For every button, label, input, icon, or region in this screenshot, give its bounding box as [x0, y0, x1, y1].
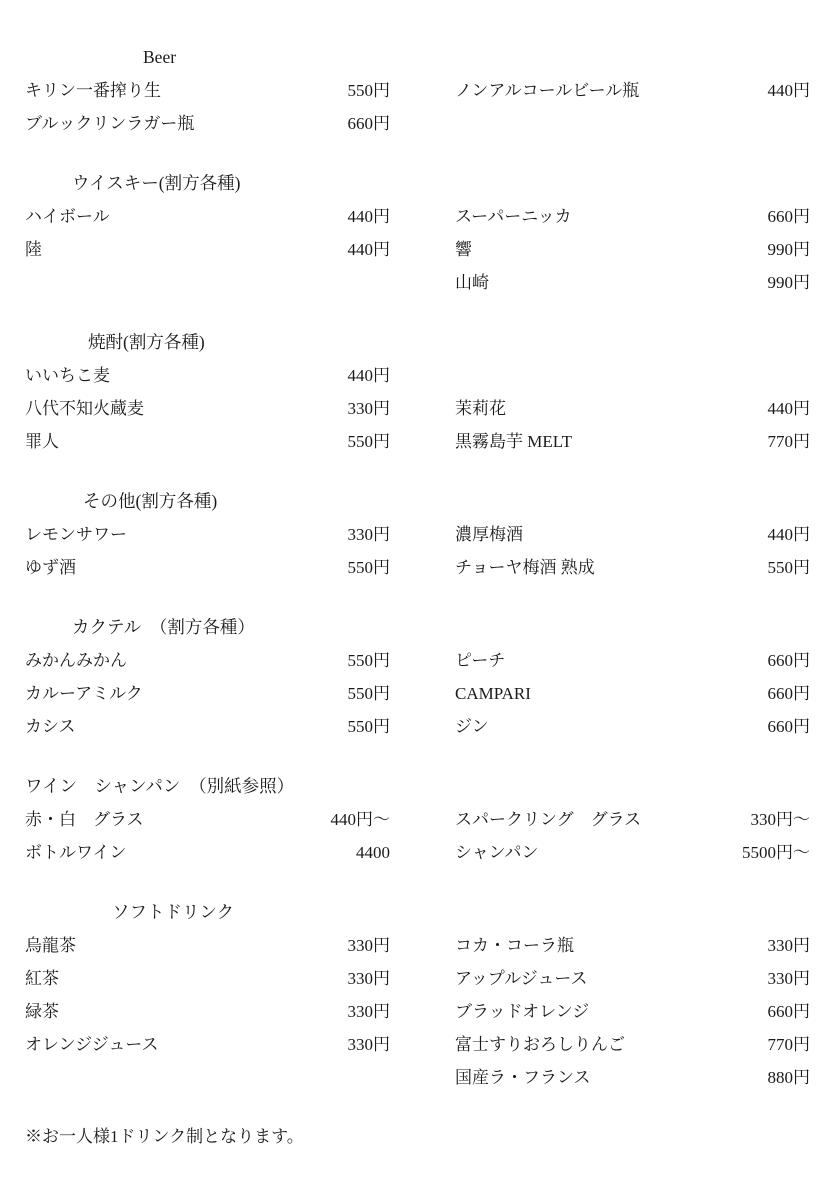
item-name: チョーヤ梅酒 熟成: [455, 558, 595, 577]
menu-row: [25, 1061, 810, 1094]
item-name: [455, 359, 670, 392]
menu-section-beer: [25, 41, 810, 140]
menu-section-wine: [25, 770, 810, 869]
menu-row: [25, 803, 810, 836]
menu-row: [25, 107, 810, 140]
column-gap: [390, 1028, 455, 1061]
item-price: 4400: [356, 843, 390, 862]
column-gap: [390, 644, 455, 677]
menu-row: [25, 233, 810, 266]
item-price: [670, 359, 810, 392]
menu-row: [25, 929, 810, 962]
menu-row: [25, 710, 810, 743]
item-price: 660円: [767, 207, 810, 226]
item-price: 550円: [347, 717, 390, 736]
item-name: 響: [455, 240, 472, 259]
item-name: オレンジジュース: [25, 1035, 159, 1054]
item-price: 770円: [767, 432, 810, 451]
item-price: 440円: [347, 240, 390, 259]
item-price: 330円: [347, 1035, 390, 1054]
column-gap: [390, 551, 455, 584]
menu-section-whisky: [25, 167, 810, 299]
item-name: スーパーニッカ: [455, 207, 572, 226]
item-price: 440円: [767, 81, 810, 100]
menu-row: [25, 836, 810, 869]
item-name: いいちこ麦: [25, 366, 110, 385]
column-gap: [390, 266, 455, 299]
item-name: アップルジュース: [455, 969, 588, 988]
item-price: 330円: [767, 936, 810, 955]
item-price: 880円: [767, 1068, 810, 1087]
item-name: 黒霧島芋 MELT: [455, 432, 572, 451]
item-name: 濃厚梅酒: [455, 525, 523, 544]
item-name: CAMPARI: [455, 684, 531, 703]
item-name: 陸: [25, 240, 42, 259]
item-price: 660円: [767, 684, 810, 703]
menu-row: [25, 359, 810, 392]
item-price: 550円: [347, 684, 390, 703]
item-price: 440円: [347, 366, 390, 385]
item-price: 440円: [767, 399, 810, 418]
menu-row: [25, 266, 810, 299]
menu-section-other: [25, 485, 810, 584]
menu-row: [25, 995, 810, 1028]
item-name: 国産ラ・フランス: [455, 1068, 591, 1087]
item-name: ブラッドオレンジ: [455, 1002, 590, 1021]
item-name: キリン一番搾り生: [25, 81, 161, 100]
item-price: 330円: [347, 525, 390, 544]
item-price: 330円～: [750, 810, 810, 829]
item-name: 紅茶: [25, 969, 59, 988]
menu-row: [25, 551, 810, 584]
item-name: ゆず酒: [25, 558, 76, 577]
section-header-soft: ソフトドリンク: [112, 902, 235, 922]
item-price: 550円: [347, 558, 390, 577]
item-price: 660円: [347, 114, 390, 133]
item-price: 550円: [767, 558, 810, 577]
item-name: 赤・白 グラス: [25, 810, 144, 829]
item-name: ジン: [455, 717, 489, 736]
item-price: 990円: [767, 273, 810, 292]
item-price: 330円: [347, 399, 390, 418]
item-price: 440円: [767, 525, 810, 544]
item-name: コカ・コーラ瓶: [455, 936, 574, 955]
column-gap: [390, 518, 455, 551]
section-header-beer: Beer: [143, 47, 177, 67]
menu-sections: [25, 41, 810, 1094]
menu-row: [25, 392, 810, 425]
column-gap: [390, 425, 455, 458]
item-name: ハイボール: [25, 207, 110, 226]
column-gap: [390, 995, 455, 1028]
section-header-whisky: ウイスキー(割方各種): [72, 173, 241, 193]
menu-row: [25, 74, 810, 107]
section-header-shochu: 焼酎(割方各種): [88, 332, 205, 352]
menu-section-shochu: [25, 326, 810, 458]
column-gap: [390, 803, 455, 836]
item-name: ノンアルコールビール瓶: [455, 81, 640, 100]
column-gap: [390, 200, 455, 233]
item-name: 緑茶: [25, 1002, 59, 1021]
item-name: レモンサワー: [25, 525, 127, 544]
footer-note: ※お一人様1ドリンク制となります。: [25, 1127, 304, 1146]
item-price: 330円: [767, 969, 810, 988]
column-gap: [390, 392, 455, 425]
item-name: ピーチ: [455, 651, 506, 670]
item-price: 330円: [347, 936, 390, 955]
menu-section-cocktail: [25, 611, 810, 743]
item-name: [25, 266, 250, 299]
item-name: 富士すりおろしりんご: [455, 1035, 625, 1054]
column-gap: [390, 929, 455, 962]
item-name: ブルックリンラガー瓶: [25, 114, 195, 133]
item-name: シャンパン: [455, 843, 539, 862]
menu-row: [25, 962, 810, 995]
item-name: 茉莉花: [455, 399, 506, 418]
item-name: ボトルワイン: [25, 843, 127, 862]
menu-section-soft: [25, 896, 810, 1094]
item-price: 330円: [347, 969, 390, 988]
item-name: 八代不知火蔵麦: [25, 399, 144, 418]
item-name: [455, 107, 670, 140]
column-gap: [390, 233, 455, 266]
item-price: 440円: [347, 207, 390, 226]
item-price: 550円: [347, 651, 390, 670]
item-price: 990円: [767, 240, 810, 259]
column-gap: [390, 107, 455, 140]
item-price: 5500円～: [742, 843, 810, 862]
item-price: 550円: [347, 81, 390, 100]
menu-row: [25, 425, 810, 458]
section-header-wine: ワイン シャンパン （別紙参照）: [25, 776, 295, 796]
column-gap: [390, 962, 455, 995]
item-name: [25, 1061, 250, 1094]
item-price: 660円: [767, 717, 810, 736]
item-price: [250, 1061, 390, 1094]
item-price: 440円～: [330, 810, 390, 829]
column-gap: [390, 359, 455, 392]
section-header-other: その他(割方各種): [83, 491, 218, 511]
item-price: 770円: [767, 1035, 810, 1054]
menu-row: [25, 677, 810, 710]
column-gap: [390, 710, 455, 743]
item-name: 烏龍茶: [25, 936, 76, 955]
section-header-cocktail: カクテル （割方各種）: [72, 617, 255, 637]
column-gap: [390, 1061, 455, 1094]
menu-row: [25, 200, 810, 233]
menu-row: [25, 1028, 810, 1061]
item-price: 660円: [767, 1002, 810, 1021]
column-gap: [390, 677, 455, 710]
item-price: 660円: [767, 651, 810, 670]
item-price: [250, 266, 390, 299]
item-price: 550円: [347, 432, 390, 451]
item-name: カルーアミルク: [25, 684, 143, 703]
menu-row: [25, 644, 810, 677]
item-price: 330円: [347, 1002, 390, 1021]
item-price: [670, 107, 810, 140]
item-name: 罪人: [25, 432, 59, 451]
item-name: カシス: [25, 717, 76, 736]
menu-row: [25, 518, 810, 551]
item-name: 山崎: [455, 273, 489, 292]
item-name: みかんみかん: [25, 651, 127, 670]
column-gap: [390, 836, 455, 869]
item-name: スパークリング グラス: [455, 810, 642, 829]
column-gap: [390, 74, 455, 107]
